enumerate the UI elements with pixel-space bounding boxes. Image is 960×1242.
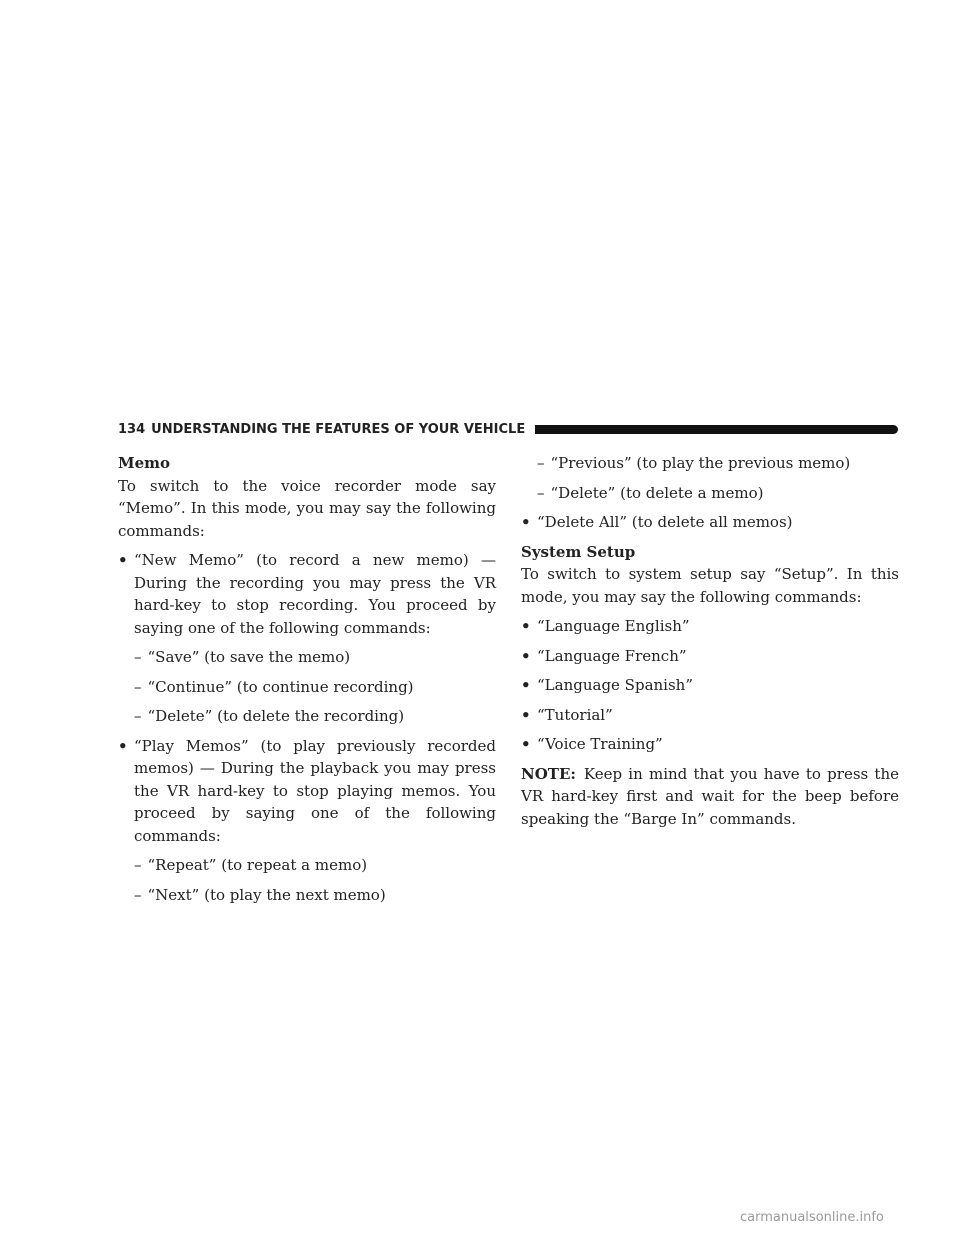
bullet-icon: •	[521, 735, 531, 753]
sub-item-text: “Previous” (to play the previous memo)	[550, 454, 851, 472]
dash-icon: –	[537, 483, 545, 502]
bullet-language-spanish	[521, 674, 899, 697]
dash-icon: –	[134, 707, 142, 725]
sub-item-next	[118, 884, 496, 907]
sub-item-delete-recording	[118, 705, 496, 728]
left-column	[118, 452, 496, 906]
sub-item-text: “Delete” (to delete the recording)	[147, 707, 405, 725]
header-rule	[535, 425, 898, 434]
dash-icon: –	[134, 885, 142, 904]
sub-item-text: “Save” (to save the memo)	[147, 648, 351, 666]
bullet-language-french	[521, 645, 899, 668]
setup-intro: To switch to system setup say “Setup”. In this mode, you may say the following commands:	[521, 565, 899, 606]
dash-icon: –	[134, 648, 142, 666]
note-label: NOTE:	[521, 764, 576, 783]
page-number: 134	[118, 421, 146, 437]
section-title: UNDERSTANDING THE FEATURES OF YOUR VEHICLE	[151, 421, 526, 437]
dash-icon: –	[134, 856, 142, 874]
bullet-icon: •	[521, 646, 531, 665]
sub-item-delete-memo	[521, 482, 899, 505]
bullet-play-memos	[118, 735, 496, 848]
bullet-icon: •	[521, 513, 531, 531]
bullet-new-memo	[118, 549, 496, 639]
bullet-icon: •	[118, 736, 128, 755]
sub-item-text: “Delete” (to delete a memo)	[550, 483, 764, 502]
dash-icon: –	[537, 454, 545, 472]
bullet-text: “Tutorial”	[537, 705, 613, 724]
bullet-text: “Language English”	[537, 617, 690, 635]
note-paragraph	[521, 763, 899, 831]
right-column	[521, 452, 899, 830]
memo-intro: To switch to the voice recorder mode say “Memo”. In this mode, you may say the following commands:	[118, 476, 496, 540]
bullet-delete-all	[521, 511, 899, 534]
sub-item-text: “Continue” (to continue recording)	[147, 677, 414, 696]
memo-heading: Memo	[118, 454, 171, 472]
bullet-tutorial	[521, 704, 899, 727]
dash-icon: –	[134, 677, 142, 696]
bullet-text: “New Memo” (to record a new memo) — During the recording you may press the VR hard-key to stop recording. You proceed by saying one of the following commands:	[134, 551, 496, 637]
system-setup-heading: System Setup	[521, 542, 636, 561]
bullet-icon: •	[118, 551, 128, 569]
page-header	[118, 420, 898, 438]
note-text: Keep in mind that you have to press the VR hard-key first and wait for the beep before speaking the “Barge In” commands.	[521, 764, 899, 828]
bullet-text: “Voice Training”	[537, 735, 663, 753]
sub-item-repeat	[118, 854, 496, 877]
bullet-icon: •	[521, 676, 531, 694]
bullet-icon: •	[521, 705, 531, 724]
bullet-language-english	[521, 615, 899, 638]
sub-item-continue	[118, 676, 496, 699]
sub-item-text: “Repeat” (to repeat a memo)	[147, 856, 368, 874]
bullet-icon: •	[521, 617, 531, 635]
watermark: carmanualsonline.info	[740, 1210, 884, 1225]
bullet-text: “Language Spanish”	[537, 676, 693, 694]
bullet-text: “Delete All” (to delete all memos)	[537, 513, 793, 531]
bullet-voice-training	[521, 733, 899, 756]
sub-item-text: “Next” (to play the next memo)	[147, 885, 386, 904]
sub-item-save	[118, 646, 496, 669]
bullet-text: “Language French”	[537, 646, 687, 665]
sub-item-previous	[521, 452, 899, 475]
bullet-text: “Play Memos” (to play previously recorded memos) — During the playback you may press the VR hard-key to stop playing memos. You proceed by saying one of the following commands:	[134, 736, 496, 845]
